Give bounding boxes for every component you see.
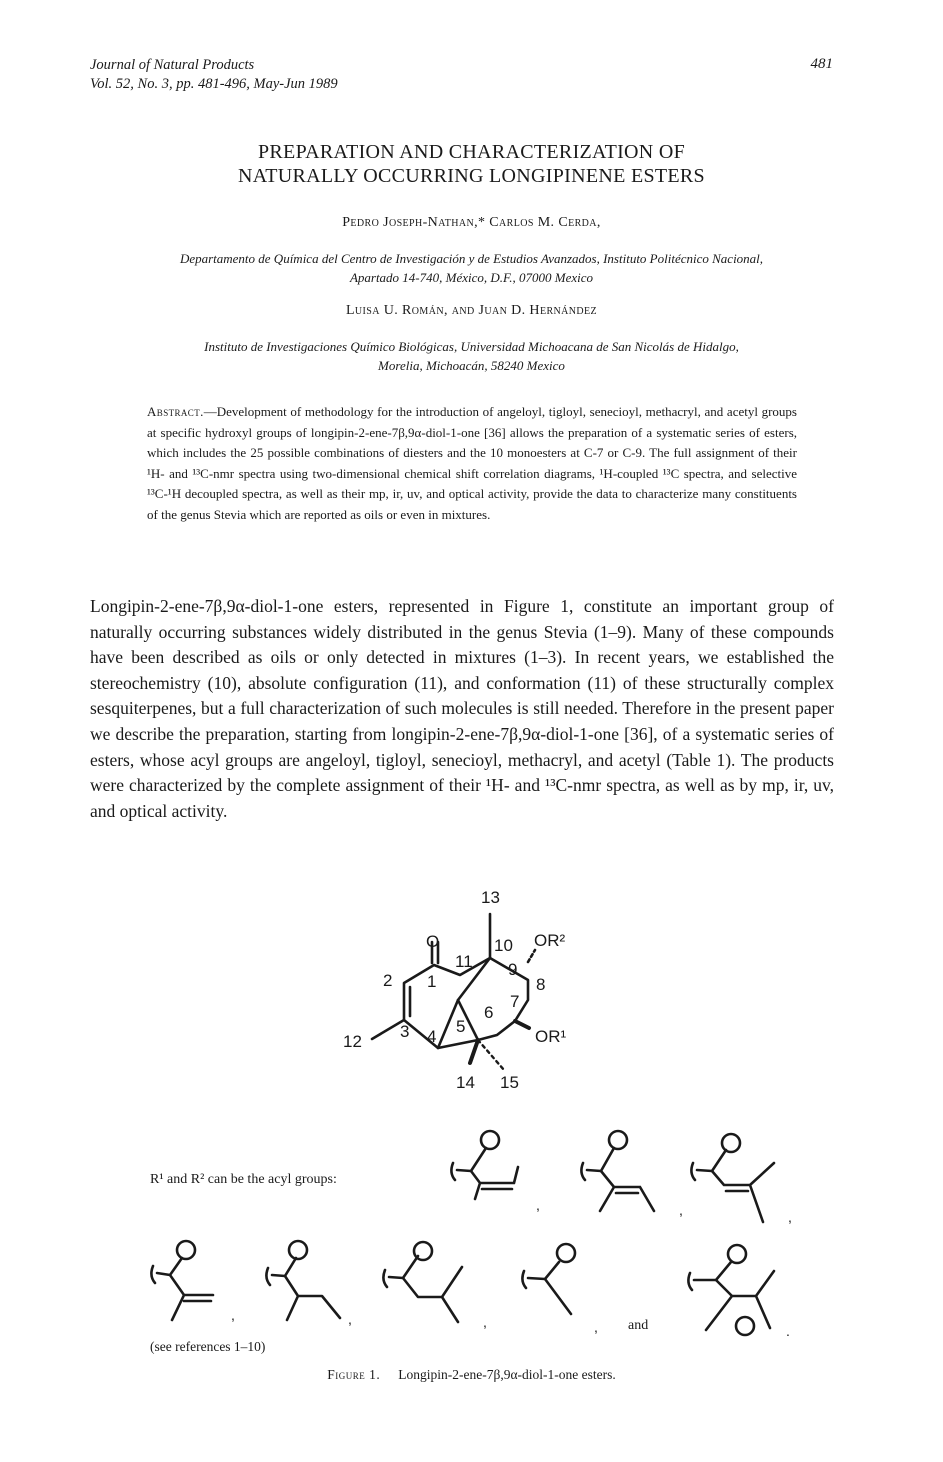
page-number: 481 — [810, 56, 833, 72]
methylbutyryl-group — [383, 1242, 462, 1322]
angeloyl-group — [451, 1131, 518, 1199]
affiliation-1-line-1: Departamento de Química del Centro de Investigación y de Estudios Avanzados, Instituto Politécnico Nacional, — [179, 251, 764, 266]
journal-name: Journal of Natural Products — [90, 57, 255, 73]
label-c11: 11 — [455, 952, 473, 971]
label-c3: 3 — [400, 1022, 410, 1041]
affiliation-2-line-2: Morelia, Michoacán, 58240 Mexico — [378, 358, 565, 373]
acetyl-group — [522, 1244, 575, 1314]
label-c6: 6 — [484, 1003, 494, 1022]
label-c15: 15 — [500, 1073, 519, 1092]
bond-c7-or1 — [515, 1021, 529, 1028]
label-c2: 2 — [383, 971, 393, 990]
methacryl-group — [151, 1241, 213, 1320]
bond-c6-c14 — [470, 1040, 478, 1063]
epoxy-acyl-group — [688, 1245, 774, 1335]
authors-group-2: Luisa U. Román, and Juan D. Hernández — [345, 303, 598, 318]
isobutyryl-group — [266, 1241, 340, 1320]
tigloyl-group — [581, 1131, 654, 1211]
label-c8: 8 — [536, 975, 546, 994]
bond-ring-c10-c6 — [478, 958, 528, 1040]
label-ketone-o: O — [426, 932, 440, 951]
label-c14: 14 — [456, 1073, 475, 1092]
journal-volume: Vol. 52, No. 3, pp. 481-496, May-Jun 1989 — [90, 76, 338, 92]
see-references: (see references 1–10) — [150, 1339, 266, 1354]
affiliation-1-line-2: Apartado 14-740, México, D.F., 07000 Mexico — [349, 270, 594, 285]
comma-6: , — [483, 1314, 487, 1330]
title-line-1: PREPARATION AND CHARACTERIZATION OF — [257, 141, 686, 163]
caption-text: Longipin-2-ene-7β,9α-diol-1-one esters. — [398, 1367, 616, 1382]
label-c1: 1 — [427, 972, 437, 991]
label-c13: 13 — [481, 888, 500, 907]
acyl-group-structures — [151, 1131, 774, 1335]
title-line-2: NATURALLY OCCURRING LONGIPINENE ESTERS — [238, 165, 705, 187]
comma-2: , — [679, 1202, 683, 1218]
body-paragraph: Longipin-2-ene-7β,9α-diol-1-one esters, represented in Figure 1, constitute an important group of naturally occurring substances widely distributed in the genus Stevia (1–9). Many of these compounds have been described as oils or only detected in mixtures (1–3). In recent years, we established the stereochemistry (10), absolute configuration (11), and conformation (11) of these structurally complex sesquiterpenes, but a full characterization of such molecules is still needed. Therefore in the present paper we describe the preparation, starting from longipin-2-ene-7β,9α-diol-1-one [36], of a systematic series of esters, whose acyl groups are angeloyl, tigloyl, senecioyl, methacryl, and acetyl (Table 1). The products were characterized by the complete assignment of their ¹H- and ¹³C-nmr spectra, as well as by mp, ir, uv, and optical activity. — [90, 596, 834, 821]
acyl-groups-note: R¹ and R² can be the acyl groups: — [150, 1172, 337, 1187]
atom-labels — [343, 888, 567, 1092]
comma-1: , — [536, 1197, 540, 1213]
label-c7: 7 — [510, 992, 520, 1011]
acyl-punctuation — [231, 1197, 792, 1339]
label-or1: OR¹ — [535, 1027, 567, 1046]
authors-group-1: Pedro Joseph-Nathan,* Carlos M. Cerda, — [342, 215, 601, 230]
affiliation-2-line-1: Instituto de Investigaciones Químico Biológicas, Universidad Michoacana de San Nicolás de Hidalgo, — [204, 339, 739, 354]
abstract-text: —Development of methodology for the introduction of angeloyl, tigloyl, senecioyl, methacryl, and acetyl groups at specific hydroxyl groups of longipin-2-ene-7β,9α-diol-1-one [36] allows the preparation of a systematic series of esters, which includes the 25 possible combinations of diesters and the 10 monoesters at C-7 or C-9. The full assignment of their ¹H- and ¹³C-nmr spectra using two-dimensional chemical shift correlation diagrams, ¹H-coupled ¹³C spectra, and selective ¹³C-¹H decoupled spectra, as well as their mp, ir, uv, and optical activity, provide the data to characterize many constituents of the genus Stevia which are reported as oils or even in mixtures. — [147, 404, 797, 522]
senecioyl-group — [691, 1134, 774, 1222]
abstract-label: Abstract. — [147, 404, 204, 419]
comma-3: , — [788, 1209, 792, 1225]
and-word: and — [628, 1318, 649, 1333]
comma-7: , — [594, 1319, 598, 1335]
label-c12: 12 — [343, 1032, 362, 1051]
label-c4: 4 — [427, 1027, 437, 1046]
period-end: . — [786, 1323, 790, 1339]
label-c5: 5 — [456, 1017, 466, 1036]
label-c9: 9 — [508, 960, 518, 979]
bond-c9-or2 — [528, 950, 535, 962]
comma-5: , — [348, 1311, 352, 1327]
label-c10: 10 — [494, 936, 513, 955]
bond-ring-c10-c4-c6 — [404, 958, 490, 1048]
figure-caption — [0, 1367, 943, 1383]
bond-c6-c15 — [478, 1040, 504, 1070]
label-or2: OR² — [534, 931, 566, 950]
comma-4: , — [231, 1307, 235, 1323]
caption-label: Figure 1. — [327, 1367, 381, 1382]
